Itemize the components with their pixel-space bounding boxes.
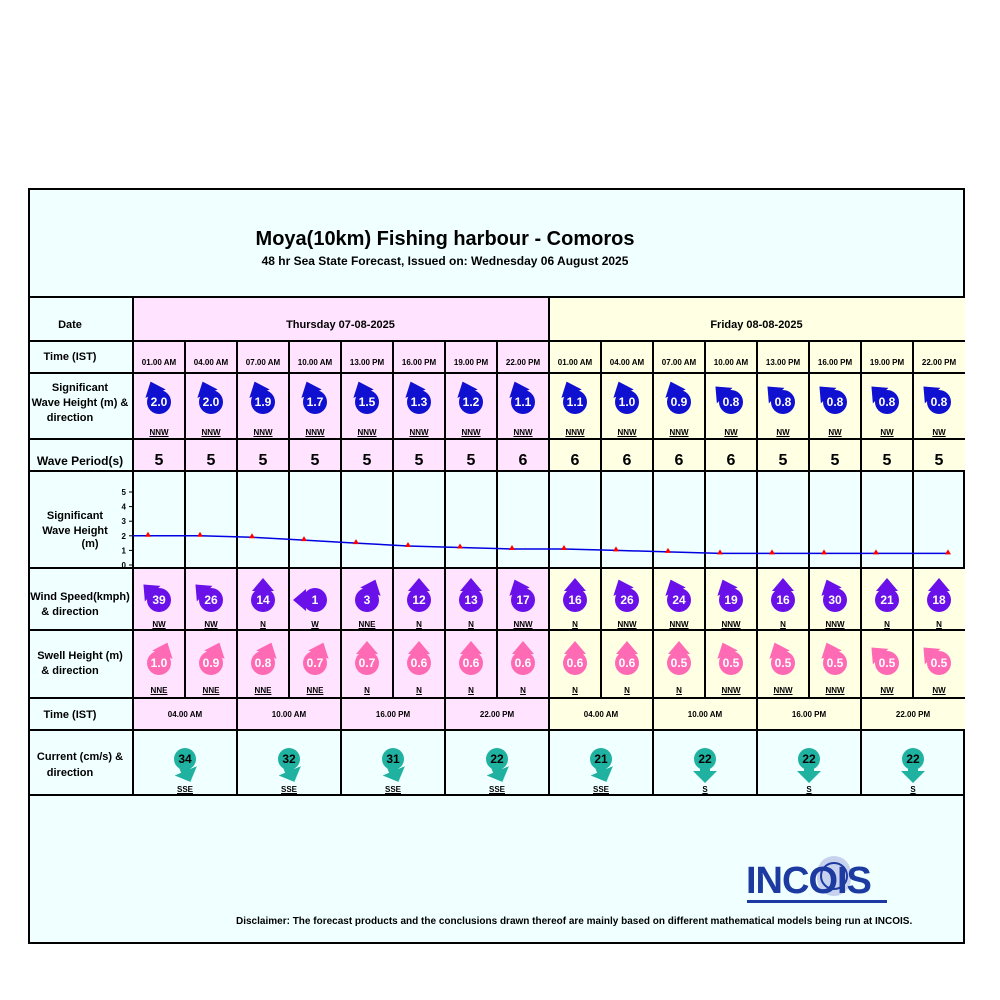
wind-glyph-11-value: 19 <box>724 593 738 607</box>
date-day1: Thursday 07-08-2025 <box>286 319 395 331</box>
wind-glyph-13-value: 30 <box>828 593 842 607</box>
wind-dir-7: NNW <box>513 620 533 629</box>
wave-glyph-4-value: 1.5 <box>358 395 376 409</box>
page-subtitle: 48 hr Sea State Forecast, Issued on: Wednesday 06 August 2025 <box>261 254 629 268</box>
wave-height-point-12 <box>769 549 775 554</box>
current-dir-6: S <box>806 785 812 794</box>
current-speed-3: 22 <box>490 752 504 766</box>
wind-glyph-15-value: 18 <box>932 593 946 607</box>
time-cell-10: 07.00 AM <box>661 358 697 367</box>
time-cell-15: 22.00 PM <box>921 358 957 367</box>
current-time-7: 22.00 PM <box>895 710 931 719</box>
wave-height-point-10 <box>665 548 671 553</box>
wind-dir-8: N <box>572 620 578 629</box>
swell-dir-14: NW <box>880 686 894 695</box>
hline-top <box>28 296 965 298</box>
wave-height-point-4 <box>353 539 359 544</box>
current-time-6: 16.00 PM <box>791 710 827 719</box>
time2-row-label: Time (IST) <box>43 709 97 721</box>
y-tick-label-5: 5 <box>121 488 126 497</box>
swell-glyph-9 <box>602 638 652 688</box>
wave-height-point-7 <box>509 545 515 550</box>
wind-glyph-10 <box>654 575 704 625</box>
swell-glyph-14-value: 0.5 <box>878 656 896 670</box>
wave-glyph-3-value: 1.7 <box>306 395 324 409</box>
swell-glyph-0 <box>134 638 184 688</box>
hline-bottom <box>28 794 965 796</box>
wave-glyph-1 <box>186 377 236 427</box>
wave-height-point-14 <box>873 549 879 554</box>
swell-glyph-5 <box>394 638 444 688</box>
swell-glyph-6-value: 0.6 <box>462 656 480 670</box>
swh-row-label-2: Wave Height (m) & <box>31 397 129 409</box>
period-cell-13: 5 <box>830 452 840 469</box>
wave-height-point-3 <box>301 536 307 541</box>
time-row-label: Time (IST) <box>43 351 97 363</box>
wave-glyph-11 <box>706 377 756 427</box>
swell-glyph-11 <box>706 638 756 688</box>
current-glyph-6 <box>779 733 839 793</box>
wave-dir-2: NNW <box>253 428 273 437</box>
current-glyph-0 <box>155 733 215 793</box>
wave-glyph-12-value: 0.8 <box>774 395 792 409</box>
swell-glyph-4-value: 0.7 <box>358 656 376 670</box>
wave-glyph-0-value: 2.0 <box>150 395 168 409</box>
swell-glyph-1 <box>186 638 236 688</box>
wave-dir-9: NNW <box>617 428 637 437</box>
swell-dir-2: NNE <box>254 686 272 695</box>
graph-row-label-2: Wave Height <box>42 525 108 537</box>
wind-glyph-6-value: 13 <box>464 593 478 607</box>
wind-dir-12: N <box>780 620 786 629</box>
swell-glyph-9-value: 0.6 <box>618 656 636 670</box>
swell-glyph-3 <box>290 638 340 688</box>
current-glyph-7 <box>883 733 943 793</box>
wind-glyph-3 <box>290 575 340 625</box>
swell-dir-7: N <box>520 686 526 695</box>
period-cell-10: 6 <box>674 452 684 469</box>
current-time-2: 16.00 PM <box>375 710 411 719</box>
current-time-5: 10.00 AM <box>687 710 723 719</box>
wind-glyph-15 <box>914 575 964 625</box>
time-cell-0: 01.00 AM <box>141 358 177 367</box>
wave-dir-5: NNW <box>409 428 429 437</box>
current-row-label-2: direction <box>46 767 94 779</box>
wave-glyph-10-value: 0.9 <box>670 395 688 409</box>
wave-height-point-8 <box>561 545 567 550</box>
swh-row-label-3: direction <box>46 412 94 424</box>
time-cell-5: 16.00 PM <box>401 358 437 367</box>
swell-dir-11: NNW <box>721 686 741 695</box>
swell-dir-12: NNW <box>773 686 793 695</box>
wave-height-point-2 <box>249 533 255 538</box>
wave-glyph-11-value: 0.8 <box>722 395 740 409</box>
wind-dir-10: NNW <box>669 620 689 629</box>
wave-dir-14: NW <box>880 428 894 437</box>
time-cell-2: 07.00 AM <box>245 358 281 367</box>
wave-glyph-6 <box>446 377 496 427</box>
y-tick-label-2: 2 <box>121 531 126 541</box>
swell-row-label-1: Swell Height (m) <box>37 650 123 662</box>
period-cell-5: 5 <box>414 452 424 469</box>
wave-glyph-6-value: 1.2 <box>462 395 480 409</box>
swell-glyph-7 <box>498 638 548 688</box>
period-cell-9: 6 <box>622 452 632 469</box>
swell-glyph-4 <box>342 638 392 688</box>
wave-dir-0: NNW <box>149 428 169 437</box>
current-speed-7: 22 <box>906 752 920 766</box>
swell-glyph-12-value: 0.5 <box>774 656 792 670</box>
wave-glyph-9 <box>602 377 652 427</box>
wave-glyph-12 <box>758 377 808 427</box>
swell-glyph-2 <box>238 638 288 688</box>
swell-glyph-14 <box>862 638 912 688</box>
current-row-label-1: Current (cm/s) & <box>36 751 124 763</box>
swell-glyph-5-value: 0.6 <box>410 656 428 670</box>
wind-dir-15: N <box>936 620 942 629</box>
wave-glyph-4 <box>342 377 392 427</box>
current-dir-7: S <box>910 785 916 794</box>
current-speed-2: 31 <box>386 752 400 766</box>
swell-glyph-0-value: 1.0 <box>150 656 168 670</box>
wind-glyph-3-value: 1 <box>311 593 319 607</box>
wind-glyph-13 <box>810 575 860 625</box>
period-cell-4: 5 <box>362 452 372 469</box>
current-speed-4: 21 <box>594 752 608 766</box>
wind-dir-6: N <box>468 620 474 629</box>
time-cell-8: 01.00 AM <box>557 358 593 367</box>
wind-glyph-4-value: 3 <box>363 593 371 607</box>
swell-glyph-12 <box>758 638 808 688</box>
wave-dir-13: NW <box>828 428 842 437</box>
time-cell-4: 13.00 PM <box>349 358 385 367</box>
wave-glyph-8 <box>550 377 600 427</box>
date-day2: Friday 08-08-2025 <box>710 319 803 331</box>
wind-dir-5: N <box>416 620 422 629</box>
time-cell-14: 19.00 PM <box>869 358 905 367</box>
period-cell-11: 6 <box>726 452 736 469</box>
period-cell-15: 5 <box>934 452 944 469</box>
wave-height-point-9 <box>613 546 619 551</box>
wind-dir-9: NNW <box>617 620 637 629</box>
current-time-0: 04.00 AM <box>167 710 203 719</box>
wind-glyph-1 <box>186 575 236 625</box>
wave-glyph-2-value: 1.9 <box>254 395 272 409</box>
time-cell-9: 04.00 AM <box>609 358 645 367</box>
period-cell-0: 5 <box>154 452 164 469</box>
wind-glyph-2 <box>238 575 288 625</box>
wave-glyph-3 <box>290 377 340 427</box>
wind-row-label-2: & direction <box>41 606 99 618</box>
wind-glyph-14 <box>862 575 912 625</box>
period-cell-8: 6 <box>570 452 580 469</box>
swell-dir-5: N <box>416 686 422 695</box>
current-dir-4: SSE <box>592 785 609 794</box>
swell-glyph-10 <box>654 638 704 688</box>
wind-glyph-9 <box>602 575 652 625</box>
period-row-label: Wave Period(s) <box>36 454 124 468</box>
swell-glyph-13 <box>810 638 860 688</box>
period-cell-1: 5 <box>206 452 216 469</box>
swell-glyph-1-value: 0.9 <box>202 656 220 670</box>
wave-height-point-5 <box>405 542 411 547</box>
wave-height-point-0 <box>145 532 151 537</box>
current-dir-3: SSE <box>488 785 505 794</box>
swell-glyph-3-value: 0.7 <box>306 656 324 670</box>
wind-dir-3: W <box>311 620 319 629</box>
wave-height-line <box>133 536 948 554</box>
time-cell-12: 13.00 PM <box>765 358 801 367</box>
swell-dir-9: N <box>624 686 630 695</box>
current-glyph-5 <box>675 733 735 793</box>
wave-dir-4: NNW <box>357 428 377 437</box>
wave-glyph-5-value: 1.3 <box>410 395 428 409</box>
time-cell-11: 10.00 AM <box>713 358 749 367</box>
wind-glyph-10-value: 24 <box>672 593 686 607</box>
wind-glyph-4 <box>342 575 392 625</box>
swell-dir-8: N <box>572 686 578 695</box>
date-row-label: Date <box>58 319 82 331</box>
wave-dir-6: NNW <box>461 428 481 437</box>
wave-glyph-7 <box>498 377 548 427</box>
graph-row-label-3: (m) <box>81 538 99 550</box>
wind-glyph-12 <box>758 575 808 625</box>
swell-dir-13: NNW <box>825 686 845 695</box>
swell-glyph-15 <box>914 638 964 688</box>
wind-dir-1: NW <box>204 620 218 629</box>
current-time-4: 04.00 AM <box>583 710 619 719</box>
wave-height-point-13 <box>821 549 827 554</box>
wave-glyph-1-value: 2.0 <box>202 395 220 409</box>
swell-dir-10: N <box>676 686 682 695</box>
swell-dir-0: NNE <box>150 686 168 695</box>
current-speed-0: 34 <box>178 752 192 766</box>
wind-glyph-0 <box>134 575 184 625</box>
wind-glyph-7-value: 17 <box>516 593 530 607</box>
wave-dir-10: NNW <box>669 428 689 437</box>
wave-glyph-10 <box>654 377 704 427</box>
y-tick-label-4: 4 <box>121 502 126 512</box>
wind-glyph-9-value: 26 <box>620 593 634 607</box>
swell-dir-1: NNE <box>202 686 220 695</box>
wind-glyph-2-value: 14 <box>256 593 270 607</box>
current-dir-5: S <box>702 785 708 794</box>
hline-r8 <box>28 729 965 731</box>
swell-glyph-8-value: 0.6 <box>566 656 584 670</box>
wave-glyph-13 <box>810 377 860 427</box>
wave-glyph-14 <box>862 377 912 427</box>
wave-dir-3: NNW <box>305 428 325 437</box>
wave-glyph-5 <box>394 377 444 427</box>
disclaimer-text: Disclaimer: The forecast products and the conclusions drawn thereof are mainly based on different mathematical models being run at INCOIS. <box>236 916 913 927</box>
wind-glyph-6 <box>446 575 496 625</box>
period-cell-12: 5 <box>778 452 788 469</box>
time-cell-1: 04.00 AM <box>193 358 229 367</box>
logo-text: INCOIS <box>746 860 871 902</box>
wave-glyph-0 <box>134 377 184 427</box>
wind-glyph-5 <box>394 575 444 625</box>
wind-dir-11: NNW <box>721 620 741 629</box>
wind-glyph-12-value: 16 <box>776 593 790 607</box>
y-tick-label-1: 1 <box>121 546 126 556</box>
wave-glyph-15-value: 0.8 <box>930 395 948 409</box>
current-speed-6: 22 <box>802 752 816 766</box>
wind-row-label-1: Wind Speed(kmph) <box>30 591 130 603</box>
wind-dir-13: NNW <box>825 620 845 629</box>
time-cell-13: 16.00 PM <box>817 358 853 367</box>
wave-glyph-8-value: 1.1 <box>566 395 584 409</box>
wave-height-point-11 <box>717 549 723 554</box>
wave-dir-11: NW <box>724 428 738 437</box>
current-glyph-2 <box>363 733 423 793</box>
current-speed-5: 22 <box>698 752 712 766</box>
current-dir-0: SSE <box>176 785 193 794</box>
current-speed-1: 32 <box>282 752 296 766</box>
period-cell-6: 5 <box>466 452 476 469</box>
wind-glyph-14-value: 21 <box>880 593 894 607</box>
wave-dir-12: NW <box>776 428 790 437</box>
wave-dir-8: NNW <box>565 428 585 437</box>
wind-glyph-8-value: 16 <box>568 593 582 607</box>
wind-dir-0: NW <box>152 620 166 629</box>
swell-dir-4: N <box>364 686 370 695</box>
wave-glyph-15 <box>914 377 964 427</box>
period-cell-14: 5 <box>882 452 892 469</box>
page-title: Moya(10km) Fishing harbour - Comoros <box>255 228 635 250</box>
swh-row-label-1: Significant <box>51 382 109 394</box>
wave-glyph-13-value: 0.8 <box>826 395 844 409</box>
wave-glyph-2 <box>238 377 288 427</box>
swell-glyph-8 <box>550 638 600 688</box>
wind-glyph-5-value: 12 <box>412 593 426 607</box>
swell-glyph-11-value: 0.5 <box>722 656 740 670</box>
swell-glyph-6 <box>446 638 496 688</box>
swell-dir-3: NNE <box>306 686 324 695</box>
wind-dir-4: NNE <box>358 620 376 629</box>
current-time-1: 10.00 AM <box>271 710 307 719</box>
wind-dir-2: N <box>260 620 266 629</box>
wind-glyph-1-value: 26 <box>204 593 218 607</box>
current-dir-1: SSE <box>280 785 297 794</box>
current-dir-2: SSE <box>384 785 401 794</box>
wind-glyph-11 <box>706 575 756 625</box>
time-cell-7: 22.00 PM <box>505 358 541 367</box>
wind-glyph-8 <box>550 575 600 625</box>
period-cell-3: 5 <box>310 452 320 469</box>
wind-dir-14: N <box>884 620 890 629</box>
wave-height-point-6 <box>457 543 463 548</box>
wave-glyph-7-value: 1.1 <box>514 395 532 409</box>
swell-dir-15: NW <box>932 686 946 695</box>
period-cell-2: 5 <box>258 452 268 469</box>
wind-glyph-0-value: 39 <box>152 593 166 607</box>
swell-glyph-10-value: 0.5 <box>670 656 688 670</box>
wave-dir-1: NNW <box>201 428 221 437</box>
y-tick-label-0: 0 <box>121 561 126 570</box>
swell-glyph-7-value: 0.6 <box>514 656 532 670</box>
current-glyph-1 <box>259 733 319 793</box>
wave-glyph-9-value: 1.0 <box>618 395 636 409</box>
swell-glyph-13-value: 0.5 <box>826 656 844 670</box>
period-cell-7: 6 <box>518 452 528 469</box>
y-tick-label-3: 3 <box>121 517 126 527</box>
wave-dir-15: NW <box>932 428 946 437</box>
swell-glyph-2-value: 0.8 <box>254 656 272 670</box>
swell-row-label-2: & direction <box>41 665 99 677</box>
swell-glyph-15-value: 0.5 <box>930 656 948 670</box>
swell-dir-6: N <box>468 686 474 695</box>
wave-glyph-14-value: 0.8 <box>878 395 896 409</box>
wave-height-point-15 <box>945 549 951 554</box>
graph-row-label-1: Significant <box>46 510 104 522</box>
current-time-3: 22.00 PM <box>479 710 515 719</box>
wind-glyph-7 <box>498 575 548 625</box>
time-cell-3: 10.00 AM <box>297 358 333 367</box>
wave-dir-7: NNW <box>513 428 533 437</box>
current-glyph-3 <box>467 733 527 793</box>
time-cell-6: 19.00 PM <box>453 358 489 367</box>
current-glyph-4 <box>571 733 631 793</box>
wave-height-point-1 <box>197 532 203 537</box>
wave-height-chart <box>121 475 965 570</box>
